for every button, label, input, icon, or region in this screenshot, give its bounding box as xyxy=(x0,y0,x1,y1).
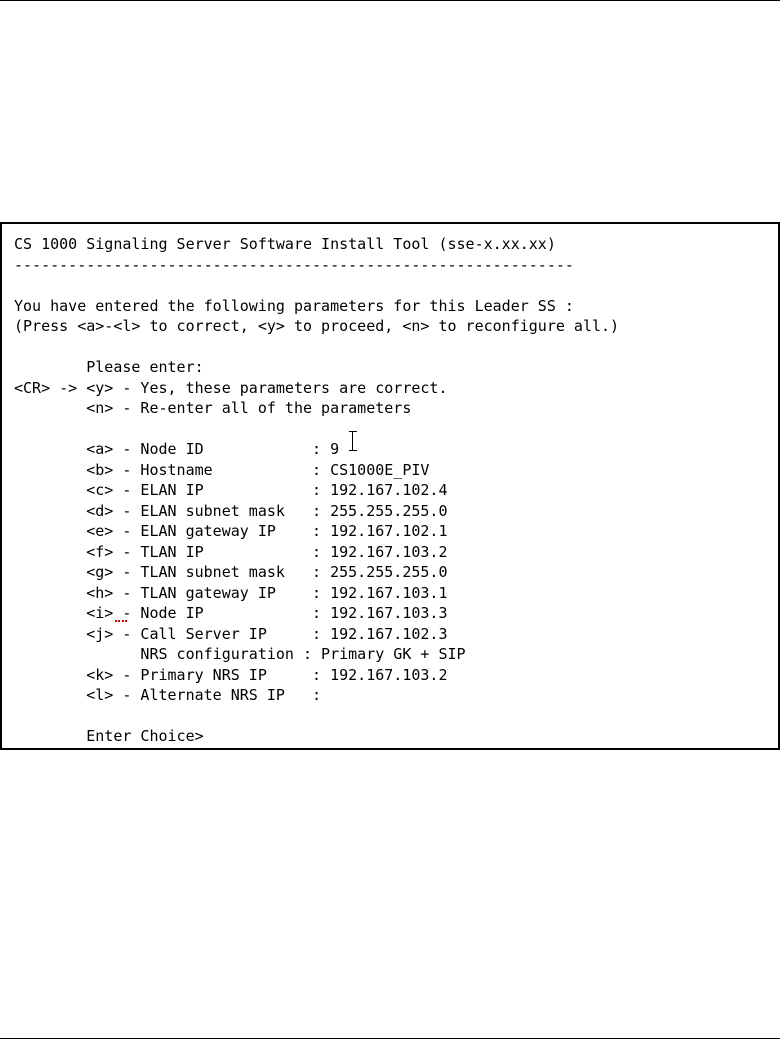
terminal-output xyxy=(14,234,619,747)
tool-title: CS 1000 Signaling Server Software Install Tool (sse-x.xx.xx) xyxy=(14,235,556,253)
blank-line xyxy=(14,337,619,358)
param-node-id: <a> - Node ID : 9 xyxy=(14,440,340,458)
please-enter-label: Please enter: xyxy=(14,358,204,376)
bottom-rule xyxy=(0,1038,780,1039)
option-reenter: <n> - Re-enter all of the parameters xyxy=(14,399,412,417)
spellcheck-squiggle xyxy=(115,617,127,622)
blank-line xyxy=(14,419,619,440)
param-primary-nrs-ip: <k> - Primary NRS IP : 192.167.103.2 xyxy=(14,665,448,684)
param-alternate-nrs-ip: <l> - Alternate NRS IP : xyxy=(14,686,322,704)
param-elan-gateway-ip: <e> - ELAN gateway IP : 192.167.102.1 xyxy=(14,522,448,540)
blank-line xyxy=(14,275,619,296)
title-separator: -------------------------------------------------------------- xyxy=(14,255,574,274)
top-rule xyxy=(0,0,780,1)
param-node-ip: <i> - Node IP : 192.167.103.3 xyxy=(14,604,448,622)
prompt-label: Enter Choice> xyxy=(14,727,204,745)
param-nrs-configuration: NRS configuration : Primary GK + SIP xyxy=(14,645,466,663)
param-hostname: <b> - Hostname : CS1000E_PIV xyxy=(14,460,430,479)
param-elan-ip: <c> - ELAN IP : 192.167.102.4 xyxy=(14,481,448,499)
ibeam-cursor-icon xyxy=(348,431,358,451)
param-call-server-ip: <j> - Call Server IP : 192.167.102.3 xyxy=(14,624,448,643)
blank-line xyxy=(14,706,619,727)
param-elan-subnet-mask: <d> - ELAN subnet mask : 255.255.255.0 xyxy=(14,501,448,520)
param-tlan-ip: <f> - TLAN IP : 192.167.103.2 xyxy=(14,542,448,561)
param-tlan-subnet-mask: <g> - TLAN subnet mask : 255.255.255.0 xyxy=(14,563,448,581)
option-yes: <CR> -> <y> - Yes, these parameters are correct. xyxy=(14,378,448,397)
param-tlan-gateway-ip: <h> - TLAN gateway IP : 192.167.103.1 xyxy=(14,583,448,602)
enter-choice-prompt[interactable] xyxy=(14,726,619,747)
intro-text: You have entered the following parameters for this Leader SS : xyxy=(14,296,574,315)
input-cursor xyxy=(204,728,212,744)
instructions-text: (Press <a>-<l> to correct, <y> to proceed, <n> to reconfigure all.) xyxy=(14,317,620,335)
terminal-window[interactable] xyxy=(0,222,780,750)
